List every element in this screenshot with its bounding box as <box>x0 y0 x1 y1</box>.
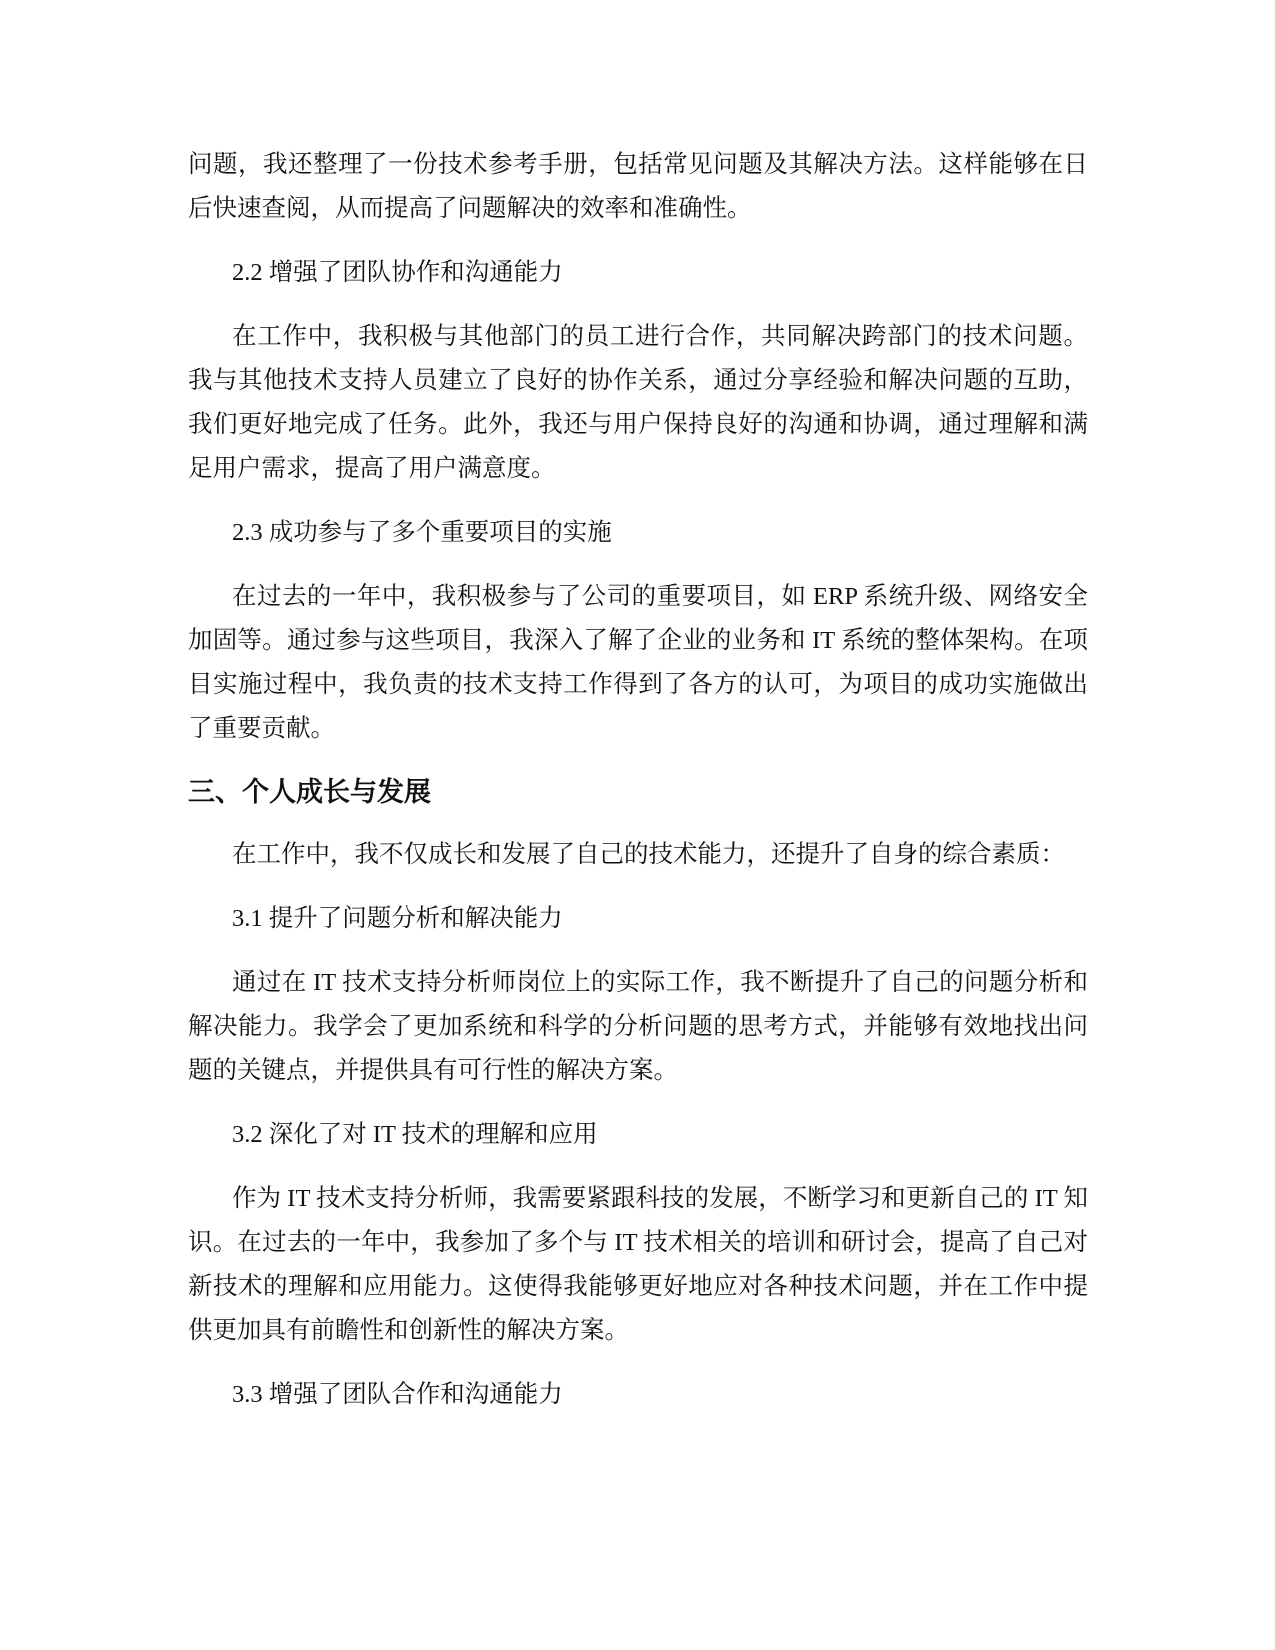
paragraph-continued: 问题，我还整理了一份技术参考手册，包括常见问题及其解决方法。这样能够在日后快速查阅，从而提高了问题解决的效率和准确性。 <box>188 151 1088 222</box>
paragraph-growth-intro: 在工作中，我不仅成长和发展了自己的技术能力，还提升了自身的综合素质： <box>232 841 1065 868</box>
subheading-2-3: 2.3 成功参与了多个重要项目的实施 <box>232 519 612 546</box>
paragraph-problem-solving: 通过在 IT 技术支持分析师岗位上的实际工作，我不断提升了自己的问题分析和解决能力。我学会了更加系统和科学的分析问题的思考方式，并能够有效地找出问题的关键点，并提供具有可行性的解决方案。 <box>188 969 1088 1084</box>
subheading-2-2: 2.2 增强了团队协作和沟通能力 <box>232 259 563 286</box>
paragraph-teamwork: 在工作中，我积极与其他部门的员工进行合作，共同解决跨部门的技术问题。我与其他技术支持人员建立了良好的协作关系，通过分享经验和解决问题的互助，我们更好地完成了任务。此外，我还与用户保持良好的沟通和协调，通过理解和满足用户需求，提高了用户满意度。 <box>188 323 1088 482</box>
subheading-3-2: 3.2 深化了对 IT 技术的理解和应用 <box>232 1121 598 1148</box>
paragraph-projects: 在过去的一年中，我积极参与了公司的重要项目，如 ERP 系统升级、网络安全加固等。通过参与这些项目，我深入了解了企业的业务和 IT 系统的整体架构。在项目实施过程中，我负责的技术支持工作得到了各方的认可，为项目的成功实施做出了重要贡献。 <box>188 583 1088 742</box>
document-body <box>188 143 1088 1437</box>
subheading-3-3: 3.3 增强了团队合作和沟通能力 <box>232 1381 563 1408</box>
paragraph-it-knowledge: 作为 IT 技术支持分析师，我需要紧跟科技的发展，不断学习和更新自己的 IT 知识。在过去的一年中，我参加了多个与 IT 技术相关的培训和研讨会，提高了自己对新技术的理解和应用能力。这使得我能够更好地应对各种技术问题，并在工作中提供更加具有前瞻性和创新性的解决方案。 <box>188 1185 1088 1344</box>
section-heading-3: 三、个人成长与发展 <box>188 777 431 808</box>
subheading-3-1: 3.1 提升了问题分析和解决能力 <box>232 905 563 932</box>
